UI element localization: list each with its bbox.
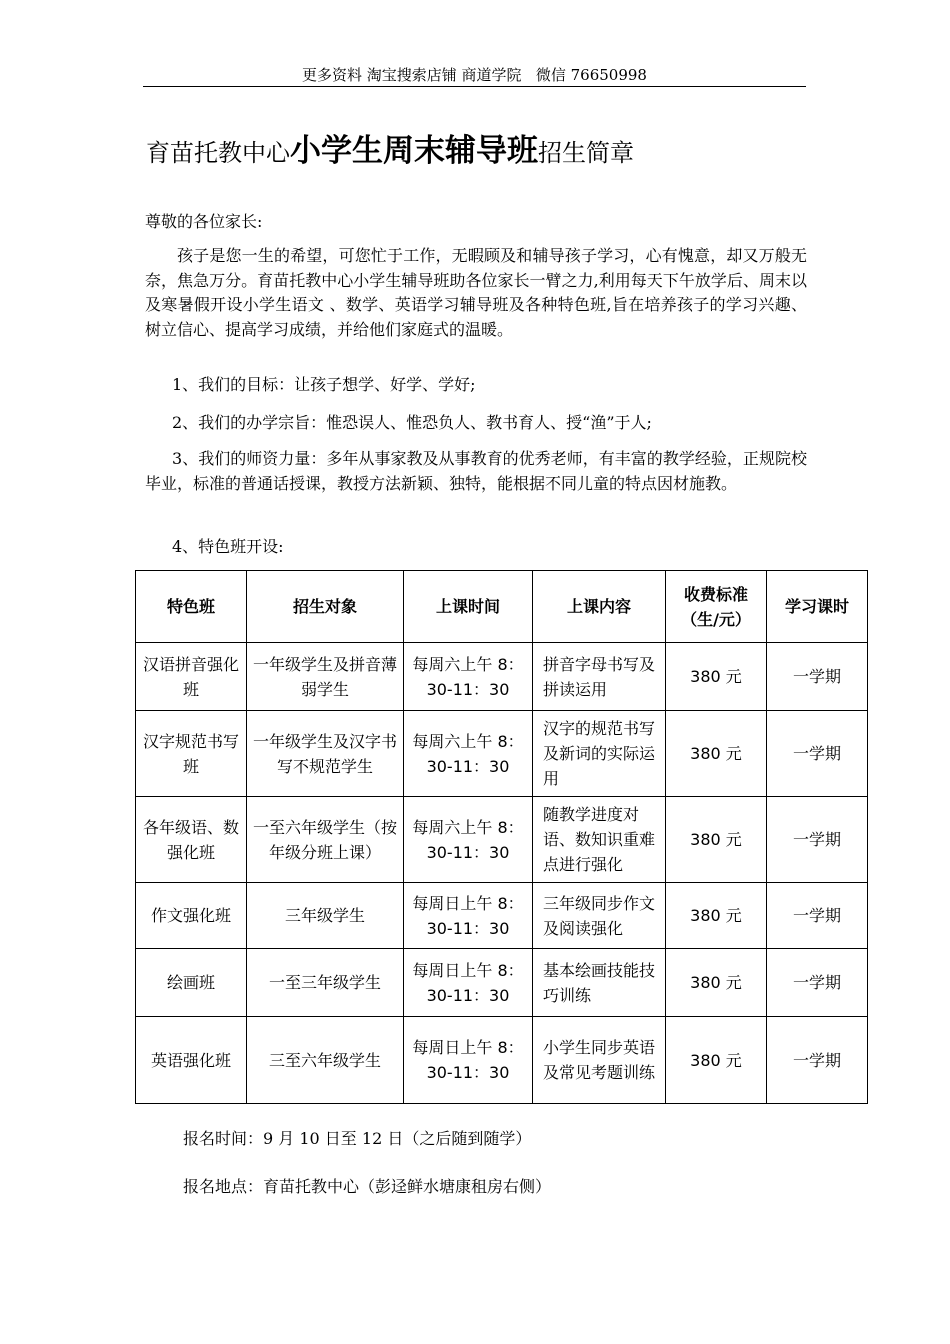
item-purpose: 2、我们的办学宗旨：惟恐误人、惟恐负人、教书育人、授“渔”于人; <box>172 413 652 432</box>
registration-time: 报名时间：9 月 10 日至 12 日（之后随到随学） <box>183 1129 532 1148</box>
class-name-cell: 绘画班 <box>136 949 247 1017</box>
class-name-cell: 英语强化班 <box>136 1017 247 1104</box>
period-cell: 一学期 <box>767 711 868 797</box>
fee-cell: 380 元 <box>666 949 767 1017</box>
time-cell: 每周日上午 8：30-11：30 <box>404 1017 533 1104</box>
header-rule <box>143 86 806 87</box>
content-cell: 三年级同步作文及阅读强化 <box>533 883 666 949</box>
table-row <box>136 643 868 711</box>
class-name-cell: 作文强化班 <box>136 883 247 949</box>
intro-paragraph: 孩子是您一生的希望，可您忙于工作，无暇顾及和辅导孩子学习，心有愧意，却又万般无奈，焦急万分。育苗托教中心小学生辅导班助各位家长一臂之力,利用每天下午放学后、周末以及寒暑假开设小学生语文 、数学、英语学习辅导班及各种特色班,旨在培养孩子的学习兴趣、树立信心、提高学习成绩，并给他们家庭式的温暖。 <box>145 246 807 339</box>
target-cell: 一年级学生及拼音薄弱学生 <box>247 643 404 711</box>
period-cell: 一学期 <box>767 883 868 949</box>
class-name-cell: 各年级语、数强化班 <box>136 797 247 883</box>
content-cell: 小学生同步英语及常见考题训练 <box>533 1017 666 1104</box>
column-header: 上课时间 <box>404 571 533 643</box>
class-name-cell: 汉语拼音强化班 <box>136 643 247 711</box>
column-header: 特色班 <box>136 571 247 643</box>
fee-cell: 380 元 <box>666 797 767 883</box>
page-header: 更多资料 淘宝搜索店铺 商道学院 微信 76650998 <box>302 66 647 84</box>
greeting: 尊敬的各位家长: <box>145 212 263 231</box>
target-cell: 一至三年级学生 <box>247 949 404 1017</box>
period-cell: 一学期 <box>767 797 868 883</box>
time-cell: 每周日上午 8：30-11：30 <box>404 949 533 1017</box>
period-cell: 一学期 <box>767 949 868 1017</box>
fee-cell: 380 元 <box>666 643 767 711</box>
column-header: 上课内容 <box>533 571 666 643</box>
table-row <box>136 711 868 797</box>
fee-cell: 380 元 <box>666 1017 767 1104</box>
content-cell: 随教学进度对语、数知识重难点进行强化 <box>533 797 666 883</box>
content-cell: 拼音字母书写及拼读运用 <box>533 643 666 711</box>
content-cell: 基本绘画技能技巧训练 <box>533 949 666 1017</box>
column-header: 收费标准（生/元） <box>666 571 767 643</box>
time-cell: 每周六上午 8：30-11：30 <box>404 797 533 883</box>
fee-cell: 380 元 <box>666 883 767 949</box>
page-title <box>146 128 634 179</box>
table-header-row <box>136 571 868 643</box>
target-cell: 三至六年级学生 <box>247 1017 404 1104</box>
target-cell: 一年级学生及汉字书写不规范学生 <box>247 711 404 797</box>
title-prefix: 育苗托教中心 <box>146 139 290 167</box>
table-row <box>136 797 868 883</box>
class-name-cell: 汉字规范书写班 <box>136 711 247 797</box>
title-suffix: 招生简章 <box>538 139 634 167</box>
table-row <box>136 883 868 949</box>
table-row <box>136 1017 868 1104</box>
time-cell: 每周日上午 8：30-11：30 <box>404 883 533 949</box>
item-special-classes: 4、特色班开设: <box>172 537 284 556</box>
target-cell: 三年级学生 <box>247 883 404 949</box>
classes-table <box>135 570 868 1104</box>
fee-cell: 380 元 <box>666 711 767 797</box>
period-cell: 一学期 <box>767 1017 868 1104</box>
time-cell: 每周六上午 8：30-11：30 <box>404 711 533 797</box>
column-header: 学习课时 <box>767 571 868 643</box>
registration-place: 报名地点：育苗托教中心（彭迳鲜水塘康租房右侧） <box>183 1177 552 1196</box>
title-emphasis: 小学生周末辅导班 <box>290 133 538 169</box>
period-cell: 一学期 <box>767 643 868 711</box>
column-header: 招生对象 <box>247 571 404 643</box>
table-row <box>136 949 868 1017</box>
item-goal: 1、我们的目标：让孩子想学、好学、学好; <box>172 375 476 394</box>
item-teachers: 3、我们的师资力量：多年从事家教及从事教育的优秀老师，有丰富的教学经验，正规院校毕业，标准的普通话授课，教授方法新颖、独特，能根据不同儿童的特点因材施教。 <box>145 449 807 493</box>
time-cell: 每周六上午 8：30-11：30 <box>404 643 533 711</box>
target-cell: 一至六年级学生（按年级分班上课） <box>247 797 404 883</box>
content-cell: 汉字的规范书写及新词的实际运用 <box>533 711 666 797</box>
